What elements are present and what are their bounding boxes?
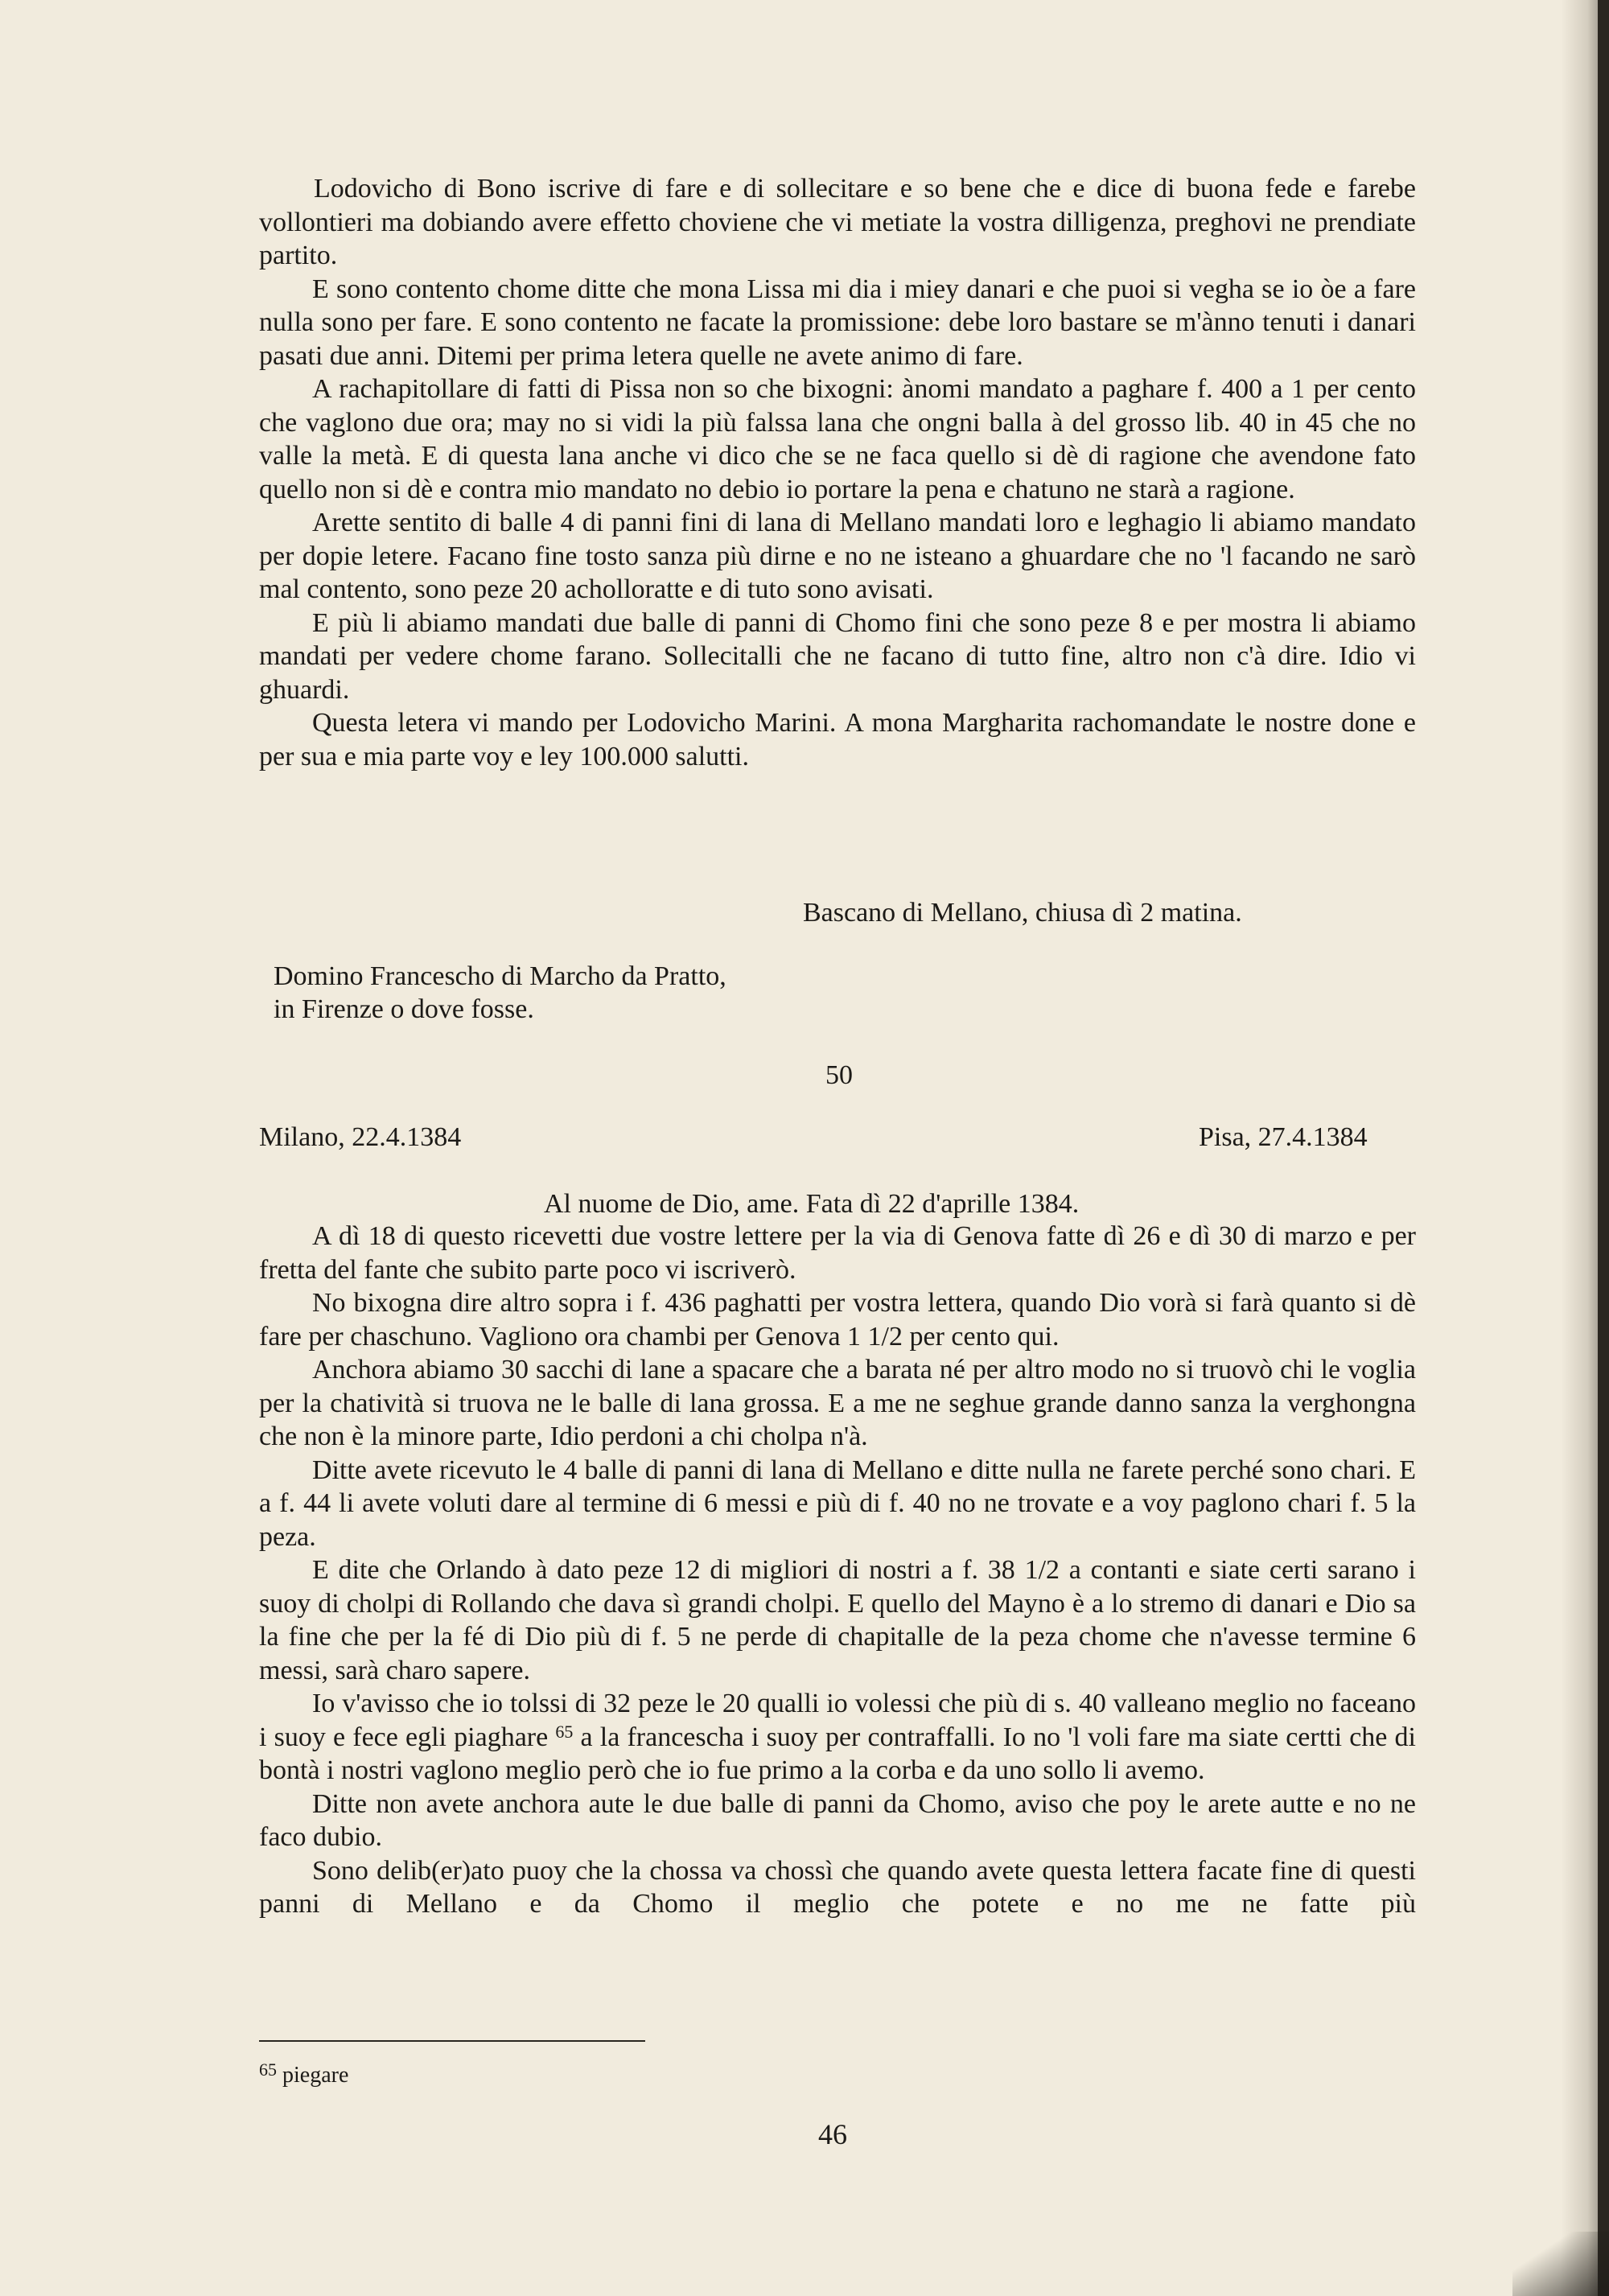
letter-salutation: Al nuome de Dio, ame. Fata dì 22 d'aprille 1384. (544, 1189, 1080, 1219)
text-span: Io v'avisso che io tolssi di 32 peze le 20 qualli io volessi che più di s. 40 valleano meglio no faceano i suoy e fece egli piaghare (259, 1689, 1416, 1752)
paragraph: Lodovicho di Bono iscrive di fare e di sollecitare e so bene che e dice di buona fede e farebe vollontieri ma dobiando avere effetto choviene che vi metiate la vostra dilligenza, preghovi ne prendiate partito. (259, 174, 1416, 270)
letter-origin: Milano, 22.4.1384 (259, 1122, 462, 1152)
letter-destination: Pisa, 27.4.1384 (1199, 1122, 1368, 1152)
page-edge (1598, 0, 1609, 2296)
letter-50-body (259, 1220, 1416, 1954)
paragraph: E sono contento chome ditte che mona Lissa mi dia i miey danari e che puoi si vegha se io òe a fare nulla sono per fare. E sono contento ne facate la promissione: debe loro bastare se m'ànno tenuti i danari pasati due anni. Ditemi per prima letera quelle ne avete animo di fare. (259, 274, 1416, 371)
paragraph: Ditte avete ricevuto le 4 balle di panni di lana di Mellano e ditte nulla ne farete perché sono chari. E a f. 44 li avete voluti dare al termine di 6 messi e più di f. 40 no ne trovate e a voy paglono chari f. 5 la peza. (259, 1455, 1416, 1552)
paragraph: Arette sentito di balle 4 di panni fini di lana di Mellano mandati loro e leghagio li abiamo mandato per dopie letere. Facano fine tosto sanza più dirne e no ne isteano a ghuardare che no 'l facando ne sarò mal contento, sono peze 20 acholloratte e di tuto sono avisati. (259, 508, 1416, 604)
page-corner-shadow (1512, 2232, 1609, 2296)
paragraph: Anchora abiamo 30 sacchi di lane a spacare che a barata né per altro modo no si truovò chi le voglia per la chatività si truova ne le balle di lana grossa. E a me ne seghue grande danno sanza la verghongna che non è la minore parte, Idio perdoni a chi cholpa n'à. (259, 1355, 1416, 1451)
letter-number: 50 (825, 1060, 853, 1090)
paragraph: No bixogna dire altro sopra i f. 436 paghatti per vostra lettera, quando Dio vorà si farà quanto si dè fare per chaschuno. Vagliono ora chambi per Genova 1 1/2 per cento qui. (259, 1288, 1416, 1352)
text-span: a la francescha i suoy per contraffalli. Io no 'l voli fare ma siate certti che di bontà i nostri vaglono meglio però che io fue primo a la corba e da uno sollo li avemo. (259, 1722, 1416, 1785)
paragraph: A dì 18 di questo ricevetti due vostre lettere per la via di Genova fatte dì 26 e dì 30 di marzo e per fretta del fante che subito parte poco vi iscriverò. (259, 1221, 1416, 1285)
letter-49-body (259, 172, 1416, 773)
letter-signature: Bascano di Mellano, chiusa dì 2 matina. (803, 898, 1242, 928)
footnote-rule (259, 2040, 645, 2042)
address-line: Domino Francescho di Marcho da Pratto, (274, 961, 726, 991)
paragraph: A rachapitollare di fatti di Pissa non so che bixogni: ànomi mandato a paghare f. 400 a 1 per cento che vaglono due ora; may no si vidi la più falssa lana che ongni balla à del grosso lib. 40 in 45 che no valle la metà. E di questa lana anche vi dico che se ne faca quello si dè di ragione che avendone fato quello non si dè e contra mio mandato no debio io portare la pena e chatuno ne starà a ragione. (259, 374, 1416, 504)
address-line: in Firenze o dove fosse. (274, 994, 534, 1024)
page-number: 46 (818, 2118, 847, 2150)
footnote-number: 65 (259, 2059, 277, 2080)
footnote-reference[interactable]: 65 (555, 1721, 574, 1742)
footnote (259, 2059, 348, 2088)
paragraph: Sono delib(er)ato puoy che la chossa va chossì che quando avete questa lettera facate fine di questi panni di Mellano e da Chomo il meglio che potete e no me ne fatte più (259, 1855, 1416, 1919)
paragraph: Questa letera vi mando per Lodovicho Marini. A mona Margharita rachomandate le nostre done e per sua e mia parte voy e ley 100.000 salutti. (259, 708, 1416, 772)
paragraph: E dite che Orlando à dato peze 12 di migliori di nostri a f. 38 1/2 a contanti e siate certi sarano i suoy di cholpi di Rollando che dava sì grandi cholpi. E quello del Mayno è a lo stremo di danari e Dio sa la fine che per la fé di Dio più di f. 5 ne perde di chapitalle de la peza chome che n'avesse termine 6 messi, sarà charo sapere. (259, 1555, 1416, 1685)
paragraph: Ditte non avete anchora aute le due balle di panni da Chomo, aviso che poy le arete autte e no ne faco dubio. (259, 1788, 1416, 1852)
paragraph: E più li abiamo mandati due balle di panni di Chomo fini che sono peze 8 e per mostra li abiamo mandati per vedere chome farano. Sollecitalli che ne facano di tutto fine, altro non c'à dire. Idio vi ghuardi. (259, 607, 1416, 705)
paragraph-with-footnote (259, 1687, 1416, 1788)
footnote-text: piegare (282, 2063, 349, 2088)
